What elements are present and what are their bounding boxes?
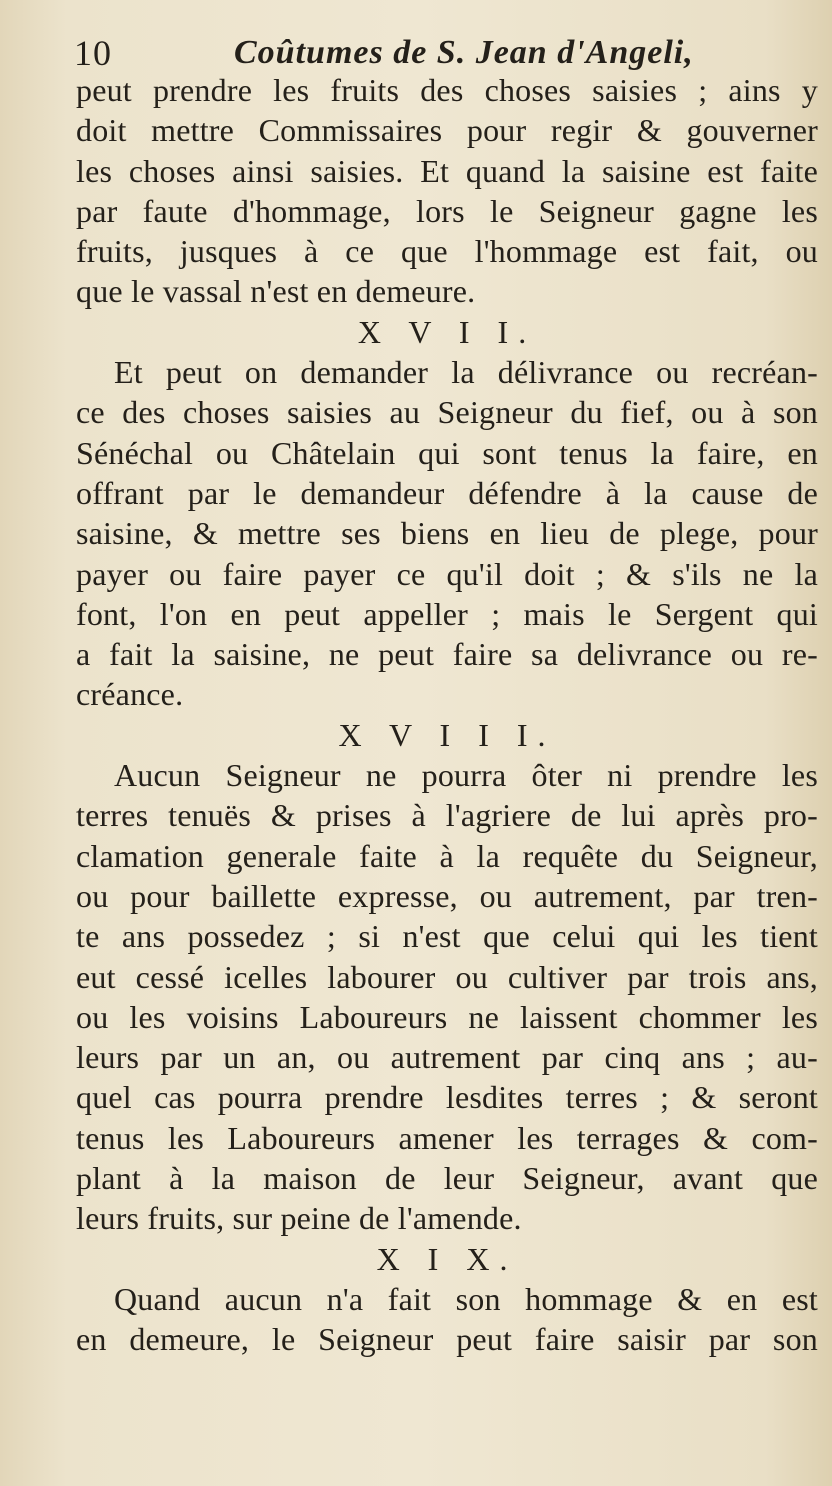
text-line: ou les voisins Laboureurs ne laissent chommer les: [76, 998, 818, 1035]
text-line: terres tenuës & prises à l'agriere de lui après pro-: [76, 797, 818, 834]
text-line: que le vassal n'est en demeure.: [76, 273, 476, 310]
text-line: payer ou faire payer ce qu'il doit ; & s'ils ne la: [76, 555, 818, 592]
text-line: saisine, & mettre ses biens en lieu de plege, pour: [76, 515, 818, 552]
text-line: en demeure, le Seigneur peut faire saisir par son: [76, 1321, 818, 1358]
text-line: plant à la maison de leur Seigneur, avant que: [76, 1160, 818, 1197]
text-line: Quand aucun n'a fait son hommage & en est: [114, 1280, 818, 1317]
text-line: doit mettre Commissaires pour regir & gouverner: [76, 112, 818, 149]
text-line: Sénéchal ou Châtelain qui sont tenus la faire, en: [76, 434, 818, 471]
text-line: Et peut on demander la délivrance ou recréan-: [114, 354, 818, 391]
text-line: font, l'on en peut appeller ; mais le Sergent qui: [76, 595, 818, 632]
text-line: clamation generale faite à la requête du Seigneur,: [76, 837, 818, 874]
text-line: eut cessé icelles labourer ou cultiver par trois ans,: [76, 958, 818, 995]
text-line: peut prendre les fruits des choses saisies ; ains y: [76, 72, 818, 108]
text-line: a fait la saisine, ne peut faire sa delivrance ou re-: [76, 636, 818, 673]
text-line: quel cas pourra prendre lesdites terres ; & seront: [76, 1079, 818, 1116]
text-line: ou pour baillette expresse, ou autrement, par tren-: [76, 877, 818, 914]
text-line: tenus les Laboureurs amener les terrages & com-: [76, 1119, 818, 1156]
text-line: leurs par un an, ou autrement par cinq ans ; au-: [76, 1039, 818, 1076]
text-line: leurs fruits, sur peine de l'amende.: [76, 1200, 522, 1237]
text-line: fruits, jusques à ce que l'hommage est fait, ou: [76, 233, 818, 270]
page-number: 10: [74, 33, 112, 73]
article-heading-xvii: X V I I.: [357, 313, 537, 350]
text-line: Aucun Seigneur ne pourra ôter ni prendre les: [114, 757, 818, 794]
text-line: te ans possedez ; si n'est que celui qui les tient: [76, 918, 818, 955]
article-heading-xviii: X V I I I.: [338, 716, 556, 753]
text-line: ce des choses saisies au Seigneur du fief, ou à son: [76, 394, 818, 431]
text-line: créance.: [76, 676, 184, 713]
running-title: Coûtumes de S. Jean d'Angeli,: [234, 34, 694, 71]
article-heading-xix: X I X.: [376, 1240, 518, 1277]
body-text: [76, 70, 818, 1360]
text-line: par faute d'hommage, lors le Seigneur gagne les: [76, 192, 818, 229]
text-line: les choses ainsi saisies. Et quand la saisine est faite: [76, 152, 818, 189]
text-line: offrant par le demandeur défendre à la cause de: [76, 474, 818, 511]
